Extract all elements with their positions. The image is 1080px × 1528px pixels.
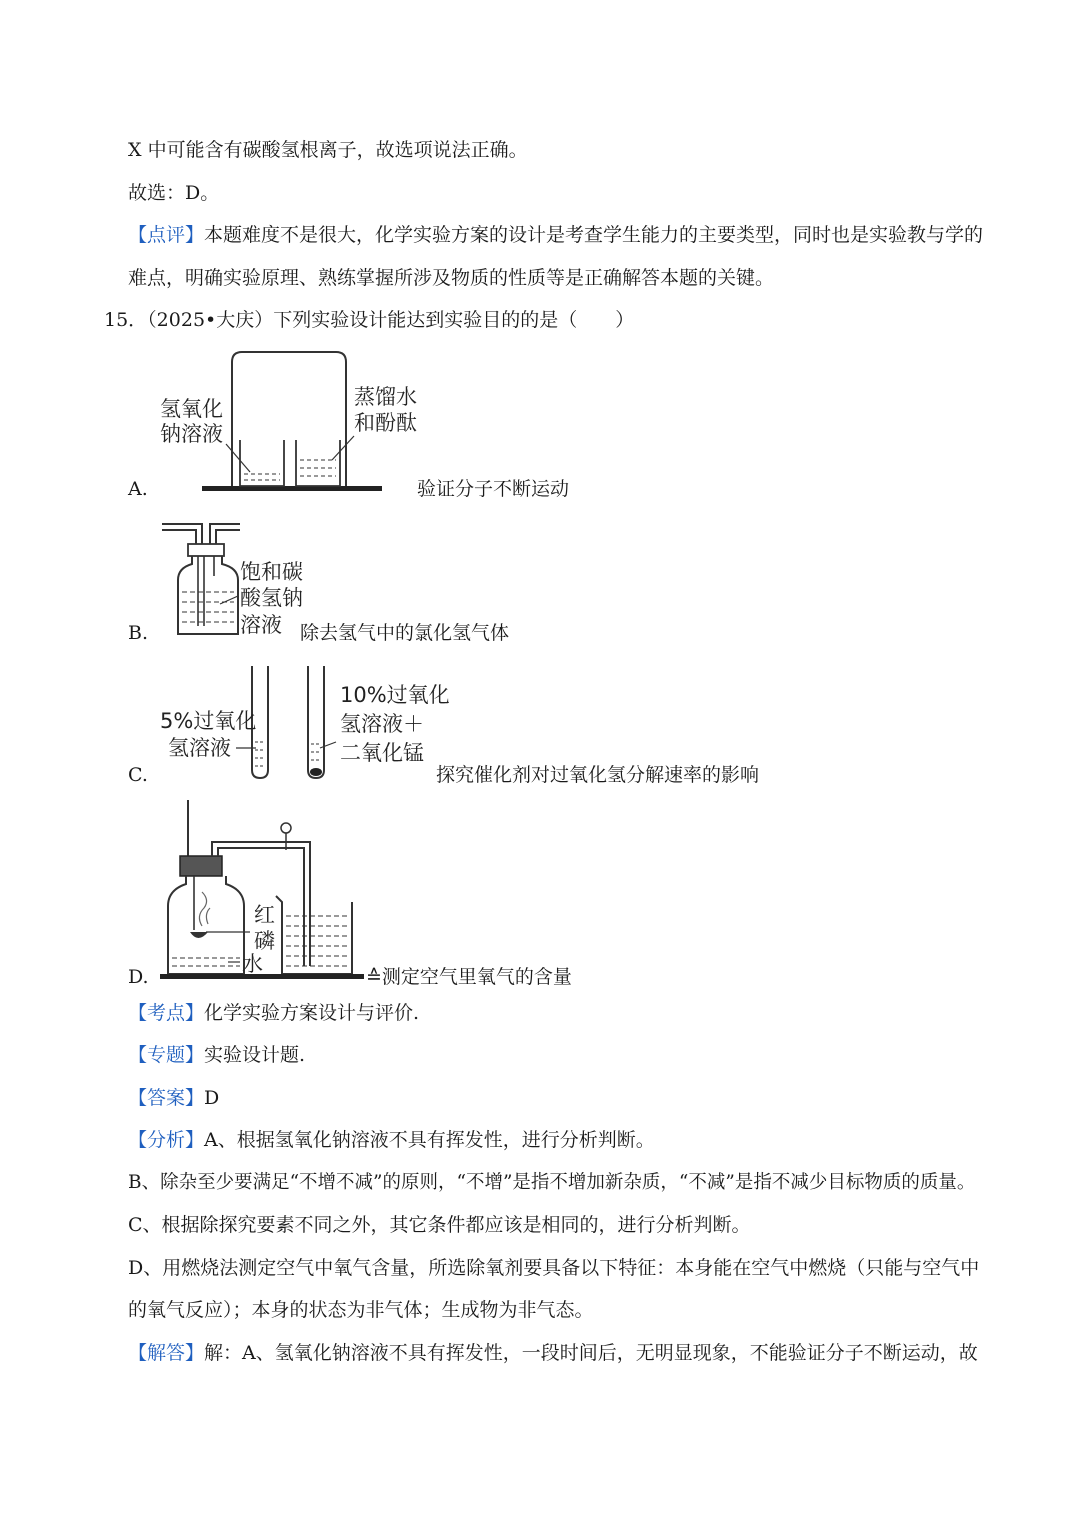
option-a-caption: 验证分子不断运动 xyxy=(417,478,570,500)
fig-a-label-3: 蒸馏水 xyxy=(354,385,417,409)
option-c-figure xyxy=(160,662,450,784)
fig-b-label-1: 饱和碳 xyxy=(240,560,303,584)
review-line-2: 难点，明确实验原理、熟练掌握所涉及物质的性质等是正确解答本题的关键。 xyxy=(128,267,775,289)
kaodian-tag: 【考点】 xyxy=(128,1002,205,1024)
option-c-letter: C. xyxy=(128,764,148,786)
fig-a-label-4: 和酚酞 xyxy=(354,411,417,435)
option-c-caption: 探究催化剂对过氧化氢分解速率的影响 xyxy=(436,764,760,786)
fenxi-tag: 【分析】 xyxy=(128,1129,205,1151)
kaodian-line xyxy=(128,1000,419,1026)
jieda-text: 解：A、氢氧化钠溶液不具有挥发性，一段时间后，无明显现象，不能验证分子不断运动，故 xyxy=(204,1342,978,1364)
beaker xyxy=(276,896,352,974)
fig-d-label-1: 红 xyxy=(254,903,275,927)
reaction-bottle xyxy=(168,876,244,974)
fenxi-line xyxy=(128,1127,655,1153)
fig-b-label-2: 酸氢钠 xyxy=(240,586,303,610)
fig-d-label-2: 磷 xyxy=(254,929,275,953)
jieda-tag: 【解答】 xyxy=(128,1342,205,1364)
answer-text: D xyxy=(204,1087,220,1109)
option-b-figure xyxy=(158,516,303,640)
fenxi-c: C、根据除探究要素不同之外，其它条件都应该是相同的，进行分析判断。 xyxy=(128,1214,751,1236)
review-line-1 xyxy=(128,222,983,248)
zhuanti-text: 实验设计题. xyxy=(204,1044,306,1066)
question-stem: 15．（2025•大庆）下列实验设计能达到实验目的的是（ ） xyxy=(104,309,635,331)
test-tube-right xyxy=(308,666,324,778)
fig-d-label-3: 水 xyxy=(242,952,263,976)
intro-line-1: X 中可能含有碳酸氢根离子，故选项说法正确。 xyxy=(128,139,528,161)
fig-a-label-1: 氢氧化 xyxy=(160,397,223,421)
option-d-figure xyxy=(158,798,373,982)
option-b-caption: 除去氢气中的氯化氢气体 xyxy=(300,622,510,644)
review-text: 本题难度不是很大，化学实验方案的设计是考查学生能力的主要类型，同时也是实验教与学的 xyxy=(204,224,984,246)
fig-c-label-5: 二氧化锰 xyxy=(340,741,424,765)
fig-b-label-3: 溶液 xyxy=(240,613,282,637)
option-d-caption: ≙测定空气里氧气的含量 xyxy=(366,966,572,988)
fenxi-a: A、根据氢氧化钠溶液不具有挥发性，进行分析判断。 xyxy=(204,1129,655,1151)
fig-c-label-4: 氢溶液＋ xyxy=(340,712,424,736)
option-b-letter: B. xyxy=(128,622,149,644)
fenxi-d-2: 的氧气反应）；本身的状态为非气体；生成物为非气态。 xyxy=(128,1299,594,1321)
intro-line-2: 故选：D。 xyxy=(128,182,220,204)
fig-c-label-2: 氢溶液 xyxy=(168,736,231,760)
jieda-line xyxy=(128,1340,978,1366)
zhuanti-tag: 【专题】 xyxy=(128,1044,205,1066)
fenxi-d-1: D、用燃烧法测定空气中氧气含量，所选除氧剂要具备以下特征：本身能在空气中燃烧（只能与空气中 xyxy=(128,1257,980,1279)
right-beaker xyxy=(296,440,340,486)
fenxi-b: B、除杂至少要满足“不增不减”的原则，“不增”是指不增加新杂质，“不减”是指不减少目标物质的质量。 xyxy=(128,1172,976,1193)
zhuanti-line xyxy=(128,1042,305,1068)
fig-a-label-2: 钠溶液 xyxy=(160,422,223,446)
fig-c-label-3: 10%过氧化 xyxy=(340,683,450,707)
review-tag: 【点评】 xyxy=(128,224,205,246)
base-plate xyxy=(202,486,382,491)
answer-line xyxy=(128,1085,219,1111)
left-beaker xyxy=(240,440,284,486)
kaodian-text: 化学实验方案设计与评价. xyxy=(204,1002,420,1024)
answer-tag: 【答案】 xyxy=(128,1087,205,1109)
option-a-figure xyxy=(150,348,417,496)
option-a-letter: A. xyxy=(128,478,148,500)
fig-c-label-1: 5%过氧化 xyxy=(160,709,257,733)
option-d-letter: D. xyxy=(128,966,149,988)
